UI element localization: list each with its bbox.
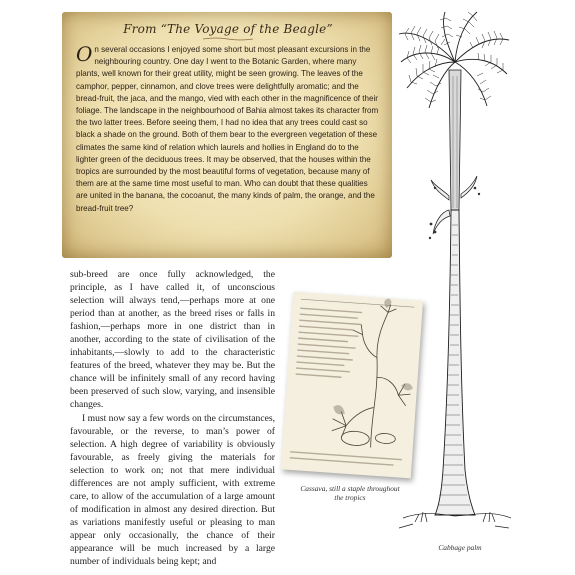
sidebar-text: n several occasions I enjoyed some short but most pleasant excursions in the neighbouring country. One day I went to the Botanic Garden, where many plants, well known for their great utility, might be seen growing. The leaves of the camphor, pepper, cinnamon, and clove trees were delightfully aromatic; and the bread-fruit, the jaca, and the mango, vied with each other in the magnificence of their foliage. The landscape in the neighbourhood of Bahia almost takes its character from the two latter trees. Before seeing them, I had no idea that any trees could cast so black a shade on the ground. Both of them bear to the evergreen vegetation of these climates the same kind of relation which laurels and hollies in England do to the lighter green of the deciduous trees. It may be observed, that the houses within the tropics are surrounded by the most beautiful forms of vegetation, because many of them are at the same time most useful to man. Who can doubt that these qualities are united in the banana, the cocoanut, the many kinds of palm, the orange, and the bread-fruit tree? xyxy=(76,45,379,213)
quote-sidebar xyxy=(62,12,392,258)
sidebar-body xyxy=(76,44,380,215)
paragraph-1: sub-breed are once fully acknowledged, the principle, as I have called it, of unconscious selection will always tend,—perhaps more at one period than at another, as the breed rises or falls in fashion,—perhaps more in one district than in another, according to the state of civilisation of the inhabitants,—slowly to add to the characteristic features of the breed, whatever they may be. But the chance will be infinitely small of any record having been preserved of such slow, varying, and insensible changes. xyxy=(70,269,275,411)
drop-cap: O xyxy=(76,42,93,66)
sidebar-title: From “The Voyage of the Beagle” xyxy=(123,22,333,36)
cabbage-palm-illustration xyxy=(395,10,513,540)
palm-caption: Cabbage palm xyxy=(438,543,482,552)
inset-caption: Cassava, still a staple throughout the tropics xyxy=(300,484,400,502)
main-text-column xyxy=(70,268,275,568)
flourish-ornament xyxy=(198,37,258,41)
paragraph-2: I must now say a few words on the circumstances, favourable, or the reverse, to man’s power of selection. A high degree of variability is obviously favourable, as freely giving the materials for selection to work on; not that mere individual differences are not amply sufficient, with extreme care, to allow of the accumulation of a large amount of modification in almost any desired direction. But as variations manifestly useful or pleasing to man appear only occasionally, the chance of their appearance will be much increased by a large number of individuals being kept; and xyxy=(70,412,275,568)
